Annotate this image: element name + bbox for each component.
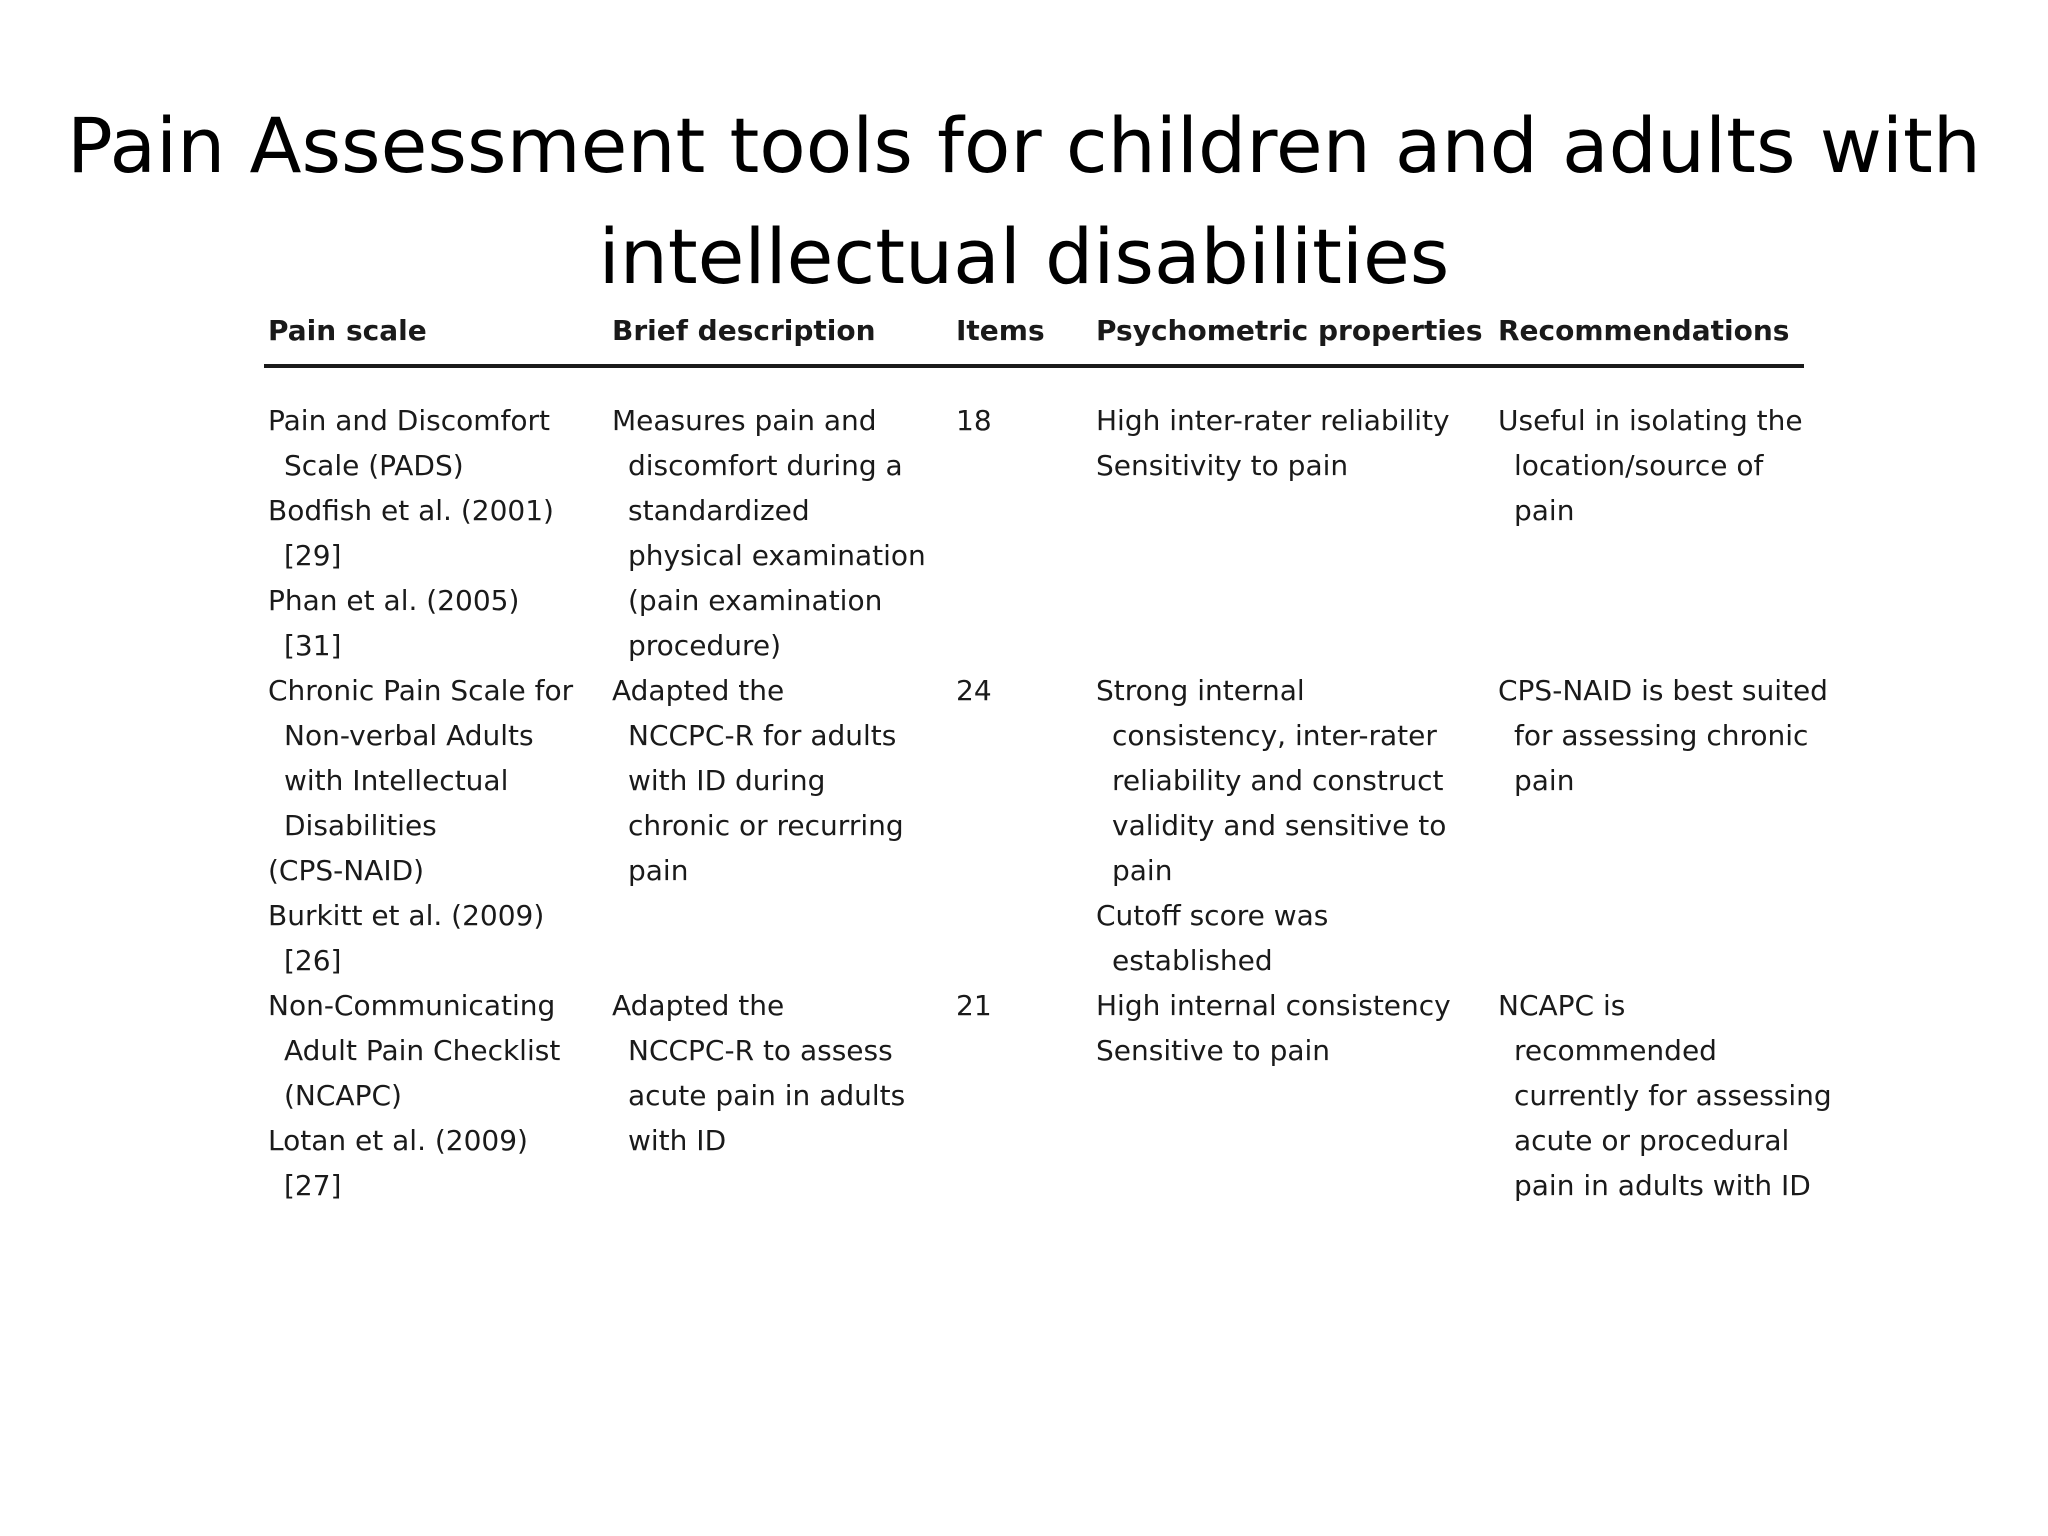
cell-line: Adult Pain Checklist [284, 1034, 561, 1067]
cell-items [952, 668, 1092, 983]
cell-psychometric-properties [1092, 668, 1494, 983]
cell-line: procedure) [628, 629, 781, 662]
cell-line: Non-Communicating [268, 989, 556, 1022]
cell-line: acute pain in adults [628, 1079, 906, 1112]
cell-line: location/source of [1514, 449, 1764, 482]
cell-line: Burkitt et al. (2009) [268, 899, 545, 932]
cell-pain-scale [264, 398, 608, 668]
cell-line: Lotan et al. (2009) [268, 1124, 528, 1157]
table-row [264, 983, 1804, 1208]
cell-line: Sensitivity to pain [1096, 449, 1349, 482]
cell-line: Disabilities [284, 809, 437, 842]
cell-line: physical examination [628, 539, 926, 572]
cell-recommendations [1494, 983, 1832, 1208]
cell-line: NCAPC is [1498, 989, 1626, 1022]
cell-line: standardized [628, 494, 810, 527]
table-header [264, 308, 1804, 366]
cell-recommendations [1494, 398, 1804, 668]
cell-line: [27] [284, 1169, 342, 1202]
cell-line: Adapted the [612, 989, 785, 1022]
header-recommendations: Recommendations [1494, 308, 1804, 366]
cell-line: Measures pain and [612, 404, 877, 437]
cell-line: discomfort during a [628, 449, 903, 482]
cell-line: [29] [284, 539, 342, 572]
cell-line: (pain examination [628, 584, 883, 617]
cell-line: pain [1112, 854, 1173, 887]
cell-line: pain [1514, 764, 1575, 797]
cell-brief-description [608, 398, 952, 668]
header-pain-scale: Pain scale [264, 308, 608, 366]
cell-line: Scale (PADS) [284, 449, 464, 482]
cell-line: Sensitive to pain [1096, 1034, 1331, 1067]
cell-line: with Intellectual [284, 764, 509, 797]
cell-line: for assessing chronic [1514, 719, 1809, 752]
cell-line: High inter-rater reliability [1096, 404, 1450, 437]
cell-line: Strong internal [1096, 674, 1305, 707]
table-row [264, 398, 1804, 668]
cell-brief-description [608, 668, 952, 983]
pain-scales-table-container [264, 308, 1832, 1208]
cell-line: with ID during [628, 764, 826, 797]
cell-psychometric-properties [1092, 398, 1494, 668]
cell-line: consistency, inter-rater [1112, 719, 1437, 752]
slide-title: Pain Assessment tools for children and adults with intellectual disabilities [67, 101, 1981, 301]
cell-line: Non-verbal Adults [284, 719, 534, 752]
cell-line: (NCAPC) [284, 1079, 402, 1112]
cell-line: Cutoff score was [1096, 899, 1329, 932]
cell-line: NCCPC-R to assess [628, 1034, 893, 1067]
cell-line: recommended [1514, 1034, 1717, 1067]
cell-line: 21 [956, 989, 992, 1022]
cell-line: with ID [628, 1124, 727, 1157]
cell-pain-scale [264, 668, 608, 983]
cell-line: acute or procedural [1514, 1124, 1790, 1157]
header-psychometric-properties: Psychometric properties [1092, 308, 1494, 366]
cell-line: Phan et al. (2005) [268, 584, 520, 617]
cell-line: (CPS-NAID) [268, 854, 425, 887]
cell-items [952, 983, 1092, 1208]
cell-line: NCCPC-R for adults [628, 719, 897, 752]
cell-pain-scale [264, 983, 608, 1208]
cell-psychometric-properties [1092, 983, 1494, 1208]
cell-line: pain [628, 854, 689, 887]
header-items: Items [952, 308, 1092, 366]
cell-line: pain in adults with ID [1514, 1169, 1811, 1202]
cell-line: 18 [956, 404, 992, 437]
cell-line: Bodfish et al. (2001) [268, 494, 554, 527]
cell-line: [26] [284, 944, 342, 977]
table-row [264, 668, 1804, 983]
header-brief-description: Brief description [608, 308, 952, 366]
header-spacer [264, 366, 1804, 398]
pain-scales-table [264, 308, 1832, 1208]
cell-line: [31] [284, 629, 342, 662]
cell-line: Chronic Pain Scale for [268, 674, 574, 707]
cell-line: CPS-NAID is best suited [1498, 674, 1828, 707]
cell-recommendations [1494, 668, 1828, 983]
cell-line: chronic or recurring [628, 809, 904, 842]
cell-line: reliability and construct [1112, 764, 1444, 797]
cell-line: currently for assessing [1514, 1079, 1832, 1112]
cell-items [952, 398, 1092, 668]
cell-line: High internal consistency [1096, 989, 1451, 1022]
cell-line: Adapted the [612, 674, 785, 707]
header-row [264, 308, 1804, 366]
cell-line: 24 [956, 674, 992, 707]
cell-line: pain [1514, 494, 1575, 527]
table-body [264, 366, 1832, 1208]
cell-line: established [1112, 944, 1273, 977]
cell-line: Pain and Discomfort [268, 404, 550, 437]
cell-line: Useful in isolating the [1498, 404, 1803, 437]
cell-brief-description [608, 983, 952, 1208]
cell-line: validity and sensitive to [1112, 809, 1447, 842]
